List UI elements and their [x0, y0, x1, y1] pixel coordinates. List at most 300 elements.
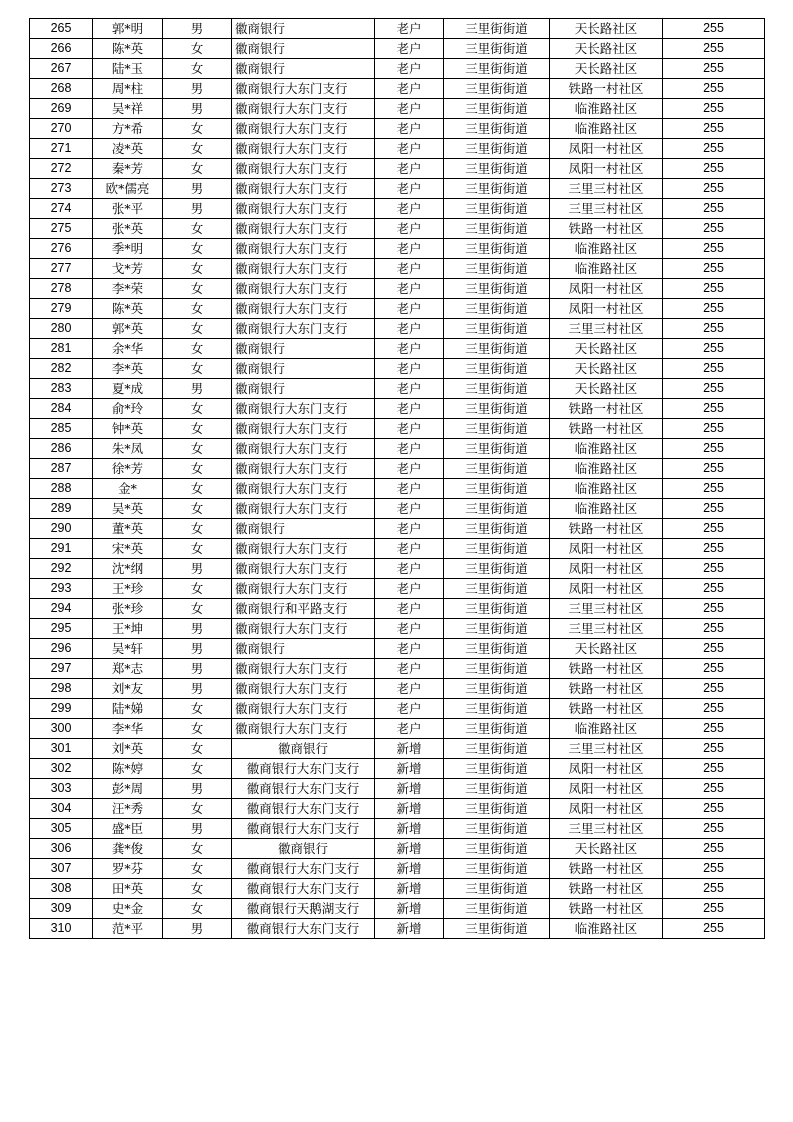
- bank-cell: 徽商银行: [232, 839, 375, 859]
- name-cell: 张*平: [93, 199, 163, 219]
- gender-cell: 女: [163, 39, 232, 59]
- household-type-cell: 新增: [375, 799, 444, 819]
- gender-cell: 女: [163, 439, 232, 459]
- amount-cell: 255: [663, 459, 765, 479]
- household-type-cell: 老户: [375, 139, 444, 159]
- household-type-cell: 老户: [375, 59, 444, 79]
- bank-cell: 徽商银行大东门支行: [232, 139, 375, 159]
- street-cell: 三里街街道: [444, 379, 550, 399]
- community-cell: 天长路社区: [550, 39, 663, 59]
- bank-cell: 徽商银行大东门支行: [232, 659, 375, 679]
- street-cell: 三里街街道: [444, 859, 550, 879]
- name-cell: 董*英: [93, 519, 163, 539]
- street-cell: 三里街街道: [444, 719, 550, 739]
- bank-cell: 徽商银行大东门支行: [232, 859, 375, 879]
- amount-cell: 255: [663, 439, 765, 459]
- table-row: [30, 479, 765, 499]
- gender-cell: 女: [163, 259, 232, 279]
- street-cell: 三里街街道: [444, 139, 550, 159]
- gender-cell: 男: [163, 819, 232, 839]
- street-cell: 三里街街道: [444, 699, 550, 719]
- street-cell: 三里街街道: [444, 899, 550, 919]
- table-row: [30, 439, 765, 459]
- name-cell: 朱*凤: [93, 439, 163, 459]
- bank-cell: 徽商银行大东门支行: [232, 499, 375, 519]
- table-row: [30, 919, 765, 939]
- table-row: [30, 299, 765, 319]
- amount-cell: 255: [663, 59, 765, 79]
- amount-cell: 255: [663, 339, 765, 359]
- street-cell: 三里街街道: [444, 199, 550, 219]
- amount-cell: 255: [663, 539, 765, 559]
- bank-cell: 徽商银行大东门支行: [232, 119, 375, 139]
- row-number-cell: 294: [30, 599, 93, 619]
- household-type-cell: 老户: [375, 259, 444, 279]
- household-type-cell: 老户: [375, 179, 444, 199]
- amount-cell: 255: [663, 899, 765, 919]
- row-number-cell: 289: [30, 499, 93, 519]
- household-type-cell: 新增: [375, 839, 444, 859]
- gender-cell: 女: [163, 219, 232, 239]
- gender-cell: 女: [163, 579, 232, 599]
- street-cell: 三里街街道: [444, 219, 550, 239]
- row-number-cell: 295: [30, 619, 93, 639]
- street-cell: 三里街街道: [444, 359, 550, 379]
- street-cell: 三里街街道: [444, 479, 550, 499]
- street-cell: 三里街街道: [444, 799, 550, 819]
- community-cell: 铁路一村社区: [550, 659, 663, 679]
- gender-cell: 男: [163, 919, 232, 939]
- street-cell: 三里街街道: [444, 319, 550, 339]
- community-cell: 铁路一村社区: [550, 219, 663, 239]
- amount-cell: 255: [663, 779, 765, 799]
- name-cell: 吴*英: [93, 499, 163, 519]
- community-cell: 临淮路社区: [550, 239, 663, 259]
- gender-cell: 女: [163, 899, 232, 919]
- amount-cell: 255: [663, 79, 765, 99]
- name-cell: 郭*明: [93, 19, 163, 39]
- name-cell: 陈*英: [93, 39, 163, 59]
- gender-cell: 女: [163, 419, 232, 439]
- household-type-cell: 新增: [375, 739, 444, 759]
- bank-cell: 徽商银行大东门支行: [232, 399, 375, 419]
- name-cell: 季*明: [93, 239, 163, 259]
- gender-cell: 女: [163, 719, 232, 739]
- community-cell: 天长路社区: [550, 639, 663, 659]
- gender-cell: 女: [163, 799, 232, 819]
- household-type-cell: 新增: [375, 859, 444, 879]
- row-number-cell: 266: [30, 39, 93, 59]
- street-cell: 三里街街道: [444, 639, 550, 659]
- name-cell: 李*英: [93, 359, 163, 379]
- table-row: [30, 799, 765, 819]
- amount-cell: 255: [663, 159, 765, 179]
- name-cell: 凌*英: [93, 139, 163, 159]
- table-row: [30, 659, 765, 679]
- community-cell: 临淮路社区: [550, 119, 663, 139]
- name-cell: 罗*芬: [93, 859, 163, 879]
- community-cell: 铁路一村社区: [550, 79, 663, 99]
- street-cell: 三里街街道: [444, 439, 550, 459]
- household-type-cell: 新增: [375, 759, 444, 779]
- row-number-cell: 306: [30, 839, 93, 859]
- household-type-cell: 老户: [375, 659, 444, 679]
- household-type-cell: 老户: [375, 619, 444, 639]
- community-cell: 天长路社区: [550, 339, 663, 359]
- bank-cell: 徽商银行大东门支行: [232, 239, 375, 259]
- amount-cell: 255: [663, 179, 765, 199]
- gender-cell: 男: [163, 99, 232, 119]
- row-number-cell: 301: [30, 739, 93, 759]
- street-cell: 三里街街道: [444, 679, 550, 699]
- name-cell: 刘*友: [93, 679, 163, 699]
- bank-cell: 徽商银行大东门支行: [232, 219, 375, 239]
- table-row: [30, 219, 765, 239]
- name-cell: 金*: [93, 479, 163, 499]
- table-row: [30, 59, 765, 79]
- community-cell: 临淮路社区: [550, 479, 663, 499]
- bank-cell: 徽商银行: [232, 359, 375, 379]
- household-type-cell: 老户: [375, 79, 444, 99]
- table-row: [30, 539, 765, 559]
- amount-cell: 255: [663, 399, 765, 419]
- row-number-cell: 276: [30, 239, 93, 259]
- household-type-cell: 老户: [375, 399, 444, 419]
- gender-cell: 女: [163, 359, 232, 379]
- gender-cell: 女: [163, 139, 232, 159]
- row-number-cell: 281: [30, 339, 93, 359]
- household-type-cell: 老户: [375, 719, 444, 739]
- community-cell: 三里三村社区: [550, 199, 663, 219]
- gender-cell: 女: [163, 119, 232, 139]
- name-cell: 欧*儒亮: [93, 179, 163, 199]
- name-cell: 彭*周: [93, 779, 163, 799]
- street-cell: 三里街街道: [444, 39, 550, 59]
- bank-cell: 徽商银行大东门支行: [232, 459, 375, 479]
- household-type-cell: 老户: [375, 159, 444, 179]
- name-cell: 郭*英: [93, 319, 163, 339]
- row-number-cell: 270: [30, 119, 93, 139]
- table-row: [30, 39, 765, 59]
- gender-cell: 男: [163, 779, 232, 799]
- community-cell: 三里三村社区: [550, 619, 663, 639]
- table-row: [30, 599, 765, 619]
- street-cell: 三里街街道: [444, 919, 550, 939]
- name-cell: 范*平: [93, 919, 163, 939]
- amount-cell: 255: [663, 199, 765, 219]
- street-cell: 三里街街道: [444, 779, 550, 799]
- name-cell: 余*华: [93, 339, 163, 359]
- gender-cell: 男: [163, 619, 232, 639]
- bank-cell: 徽商银行大东门支行: [232, 79, 375, 99]
- bank-cell: 徽商银行大东门支行: [232, 679, 375, 699]
- street-cell: 三里街街道: [444, 259, 550, 279]
- household-type-cell: 老户: [375, 99, 444, 119]
- table-row: [30, 839, 765, 859]
- bank-cell: 徽商银行大东门支行: [232, 879, 375, 899]
- gender-cell: 女: [163, 839, 232, 859]
- bank-cell: 徽商银行: [232, 19, 375, 39]
- amount-cell: 255: [663, 719, 765, 739]
- amount-cell: 255: [663, 919, 765, 939]
- amount-cell: 255: [663, 679, 765, 699]
- table-row: [30, 879, 765, 899]
- street-cell: 三里街街道: [444, 59, 550, 79]
- bank-cell: 徽商银行大东门支行: [232, 259, 375, 279]
- bank-cell: 徽商银行大东门支行: [232, 479, 375, 499]
- table-row: [30, 779, 765, 799]
- household-type-cell: 老户: [375, 579, 444, 599]
- row-number-cell: 284: [30, 399, 93, 419]
- row-number-cell: 302: [30, 759, 93, 779]
- community-cell: 三里三村社区: [550, 319, 663, 339]
- street-cell: 三里街街道: [444, 419, 550, 439]
- gender-cell: 女: [163, 479, 232, 499]
- table-row: [30, 119, 765, 139]
- gender-cell: 女: [163, 539, 232, 559]
- community-cell: 临淮路社区: [550, 499, 663, 519]
- amount-cell: 255: [663, 599, 765, 619]
- bank-cell: 徽商银行大东门支行: [232, 419, 375, 439]
- roster-table-body: [30, 19, 765, 939]
- gender-cell: 女: [163, 239, 232, 259]
- table-row: [30, 819, 765, 839]
- table-row: [30, 579, 765, 599]
- bank-cell: 徽商银行天鹅湖支行: [232, 899, 375, 919]
- row-number-cell: 274: [30, 199, 93, 219]
- street-cell: 三里街街道: [444, 539, 550, 559]
- name-cell: 史*金: [93, 899, 163, 919]
- table-row: [30, 259, 765, 279]
- amount-cell: 255: [663, 819, 765, 839]
- community-cell: 临淮路社区: [550, 459, 663, 479]
- name-cell: 李*华: [93, 719, 163, 739]
- gender-cell: 女: [163, 339, 232, 359]
- bank-cell: 徽商银行大东门支行: [232, 719, 375, 739]
- street-cell: 三里街街道: [444, 879, 550, 899]
- community-cell: 凤阳一村社区: [550, 539, 663, 559]
- bank-cell: 徽商银行大东门支行: [232, 299, 375, 319]
- row-number-cell: 300: [30, 719, 93, 739]
- name-cell: 张*英: [93, 219, 163, 239]
- household-type-cell: 老户: [375, 699, 444, 719]
- table-row: [30, 19, 765, 39]
- community-cell: 三里三村社区: [550, 739, 663, 759]
- community-cell: 凤阳一村社区: [550, 579, 663, 599]
- bank-cell: 徽商银行大东门支行: [232, 99, 375, 119]
- table-row: [30, 339, 765, 359]
- row-number-cell: 267: [30, 59, 93, 79]
- name-cell: 夏*成: [93, 379, 163, 399]
- amount-cell: 255: [663, 759, 765, 779]
- table-row: [30, 279, 765, 299]
- household-type-cell: 老户: [375, 19, 444, 39]
- row-number-cell: 305: [30, 819, 93, 839]
- gender-cell: 女: [163, 459, 232, 479]
- gender-cell: 女: [163, 299, 232, 319]
- row-number-cell: 304: [30, 799, 93, 819]
- name-cell: 陈*英: [93, 299, 163, 319]
- community-cell: 三里三村社区: [550, 179, 663, 199]
- table-row: [30, 679, 765, 699]
- street-cell: 三里街街道: [444, 819, 550, 839]
- street-cell: 三里街街道: [444, 739, 550, 759]
- bank-cell: 徽商银行大东门支行: [232, 779, 375, 799]
- name-cell: 陆*娣: [93, 699, 163, 719]
- row-number-cell: 272: [30, 159, 93, 179]
- row-number-cell: 277: [30, 259, 93, 279]
- roster-table: [29, 18, 765, 939]
- household-type-cell: 老户: [375, 459, 444, 479]
- table-row: [30, 199, 765, 219]
- bank-cell: 徽商银行: [232, 39, 375, 59]
- gender-cell: 女: [163, 499, 232, 519]
- row-number-cell: 303: [30, 779, 93, 799]
- amount-cell: 255: [663, 519, 765, 539]
- street-cell: 三里街街道: [444, 99, 550, 119]
- row-number-cell: 269: [30, 99, 93, 119]
- gender-cell: 男: [163, 379, 232, 399]
- table-row: [30, 99, 765, 119]
- bank-cell: 徽商银行大东门支行: [232, 199, 375, 219]
- name-cell: 戈*芳: [93, 259, 163, 279]
- bank-cell: 徽商银行大东门支行: [232, 279, 375, 299]
- table-row: [30, 499, 765, 519]
- community-cell: 凤阳一村社区: [550, 279, 663, 299]
- table-row: [30, 739, 765, 759]
- amount-cell: 255: [663, 579, 765, 599]
- row-number-cell: 282: [30, 359, 93, 379]
- bank-cell: 徽商银行大东门支行: [232, 179, 375, 199]
- community-cell: 铁路一村社区: [550, 879, 663, 899]
- row-number-cell: 293: [30, 579, 93, 599]
- table-row: [30, 639, 765, 659]
- name-cell: 宋*英: [93, 539, 163, 559]
- name-cell: 盛*臣: [93, 819, 163, 839]
- community-cell: 铁路一村社区: [550, 899, 663, 919]
- street-cell: 三里街街道: [444, 659, 550, 679]
- table-row: [30, 159, 765, 179]
- amount-cell: 255: [663, 699, 765, 719]
- name-cell: 郑*志: [93, 659, 163, 679]
- household-type-cell: 老户: [375, 679, 444, 699]
- household-type-cell: 老户: [375, 119, 444, 139]
- household-type-cell: 新增: [375, 879, 444, 899]
- row-number-cell: 310: [30, 919, 93, 939]
- row-number-cell: 309: [30, 899, 93, 919]
- table-row: [30, 79, 765, 99]
- household-type-cell: 老户: [375, 519, 444, 539]
- table-row: [30, 859, 765, 879]
- street-cell: 三里街街道: [444, 119, 550, 139]
- street-cell: 三里街街道: [444, 19, 550, 39]
- bank-cell: 徽商银行和平路支行: [232, 599, 375, 619]
- name-cell: 沈*纲: [93, 559, 163, 579]
- amount-cell: 255: [663, 219, 765, 239]
- amount-cell: 255: [663, 559, 765, 579]
- table-row: [30, 319, 765, 339]
- community-cell: 铁路一村社区: [550, 679, 663, 699]
- gender-cell: 男: [163, 179, 232, 199]
- street-cell: 三里街街道: [444, 619, 550, 639]
- amount-cell: 255: [663, 139, 765, 159]
- row-number-cell: 265: [30, 19, 93, 39]
- bank-cell: 徽商银行大东门支行: [232, 619, 375, 639]
- row-number-cell: 308: [30, 879, 93, 899]
- row-number-cell: 290: [30, 519, 93, 539]
- street-cell: 三里街街道: [444, 499, 550, 519]
- name-cell: 汪*秀: [93, 799, 163, 819]
- street-cell: 三里街街道: [444, 239, 550, 259]
- street-cell: 三里街街道: [444, 299, 550, 319]
- community-cell: 凤阳一村社区: [550, 759, 663, 779]
- street-cell: 三里街街道: [444, 519, 550, 539]
- name-cell: 徐*芳: [93, 459, 163, 479]
- household-type-cell: 老户: [375, 239, 444, 259]
- table-row: [30, 899, 765, 919]
- household-type-cell: 老户: [375, 39, 444, 59]
- street-cell: 三里街街道: [444, 339, 550, 359]
- gender-cell: 女: [163, 279, 232, 299]
- community-cell: 铁路一村社区: [550, 399, 663, 419]
- street-cell: 三里街街道: [444, 599, 550, 619]
- amount-cell: 255: [663, 319, 765, 339]
- amount-cell: 255: [663, 839, 765, 859]
- name-cell: 方*希: [93, 119, 163, 139]
- bank-cell: 徽商银行大东门支行: [232, 699, 375, 719]
- amount-cell: 255: [663, 119, 765, 139]
- household-type-cell: 老户: [375, 199, 444, 219]
- street-cell: 三里街街道: [444, 559, 550, 579]
- household-type-cell: 新增: [375, 899, 444, 919]
- bank-cell: 徽商银行大东门支行: [232, 439, 375, 459]
- table-row: [30, 239, 765, 259]
- household-type-cell: 老户: [375, 559, 444, 579]
- bank-cell: 徽商银行: [232, 379, 375, 399]
- bank-cell: 徽商银行大东门支行: [232, 799, 375, 819]
- street-cell: 三里街街道: [444, 179, 550, 199]
- table-row: [30, 699, 765, 719]
- table-row: [30, 719, 765, 739]
- gender-cell: 女: [163, 399, 232, 419]
- community-cell: 铁路一村社区: [550, 519, 663, 539]
- amount-cell: 255: [663, 799, 765, 819]
- row-number-cell: 273: [30, 179, 93, 199]
- amount-cell: 255: [663, 859, 765, 879]
- street-cell: 三里街街道: [444, 399, 550, 419]
- amount-cell: 255: [663, 99, 765, 119]
- gender-cell: 女: [163, 59, 232, 79]
- table-row: [30, 459, 765, 479]
- street-cell: 三里街街道: [444, 159, 550, 179]
- bank-cell: 徽商银行: [232, 739, 375, 759]
- table-row: [30, 559, 765, 579]
- community-cell: 凤阳一村社区: [550, 559, 663, 579]
- household-type-cell: 老户: [375, 319, 444, 339]
- community-cell: 临淮路社区: [550, 99, 663, 119]
- gender-cell: 女: [163, 759, 232, 779]
- table-row: [30, 179, 765, 199]
- row-number-cell: 291: [30, 539, 93, 559]
- household-type-cell: 老户: [375, 219, 444, 239]
- community-cell: 天长路社区: [550, 839, 663, 859]
- gender-cell: 男: [163, 679, 232, 699]
- community-cell: 凤阳一村社区: [550, 139, 663, 159]
- amount-cell: 255: [663, 419, 765, 439]
- row-number-cell: 297: [30, 659, 93, 679]
- household-type-cell: 老户: [375, 279, 444, 299]
- table-row: [30, 379, 765, 399]
